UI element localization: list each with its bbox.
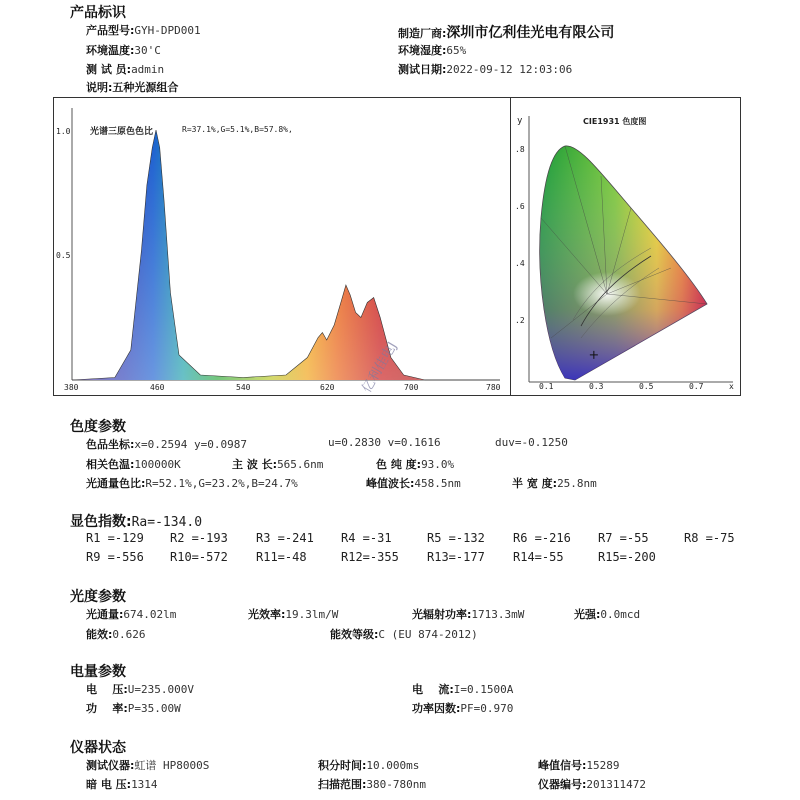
flux-value: 674.02lm bbox=[123, 608, 177, 621]
hw-value: 25.8nm bbox=[557, 477, 597, 490]
spectrum-area-shade bbox=[72, 130, 500, 380]
power-row bbox=[86, 700, 181, 716]
radiant-label: 光辐射功率: bbox=[412, 608, 472, 621]
cri-r11: R11=-48 bbox=[256, 550, 307, 564]
tester-label: 测 试 员: bbox=[86, 63, 132, 76]
date-row bbox=[398, 61, 572, 77]
voltage-value: U=235.000V bbox=[127, 683, 194, 696]
cri-heading-row bbox=[70, 511, 202, 531]
integ-label: 积分时间: bbox=[318, 759, 367, 772]
eff-row bbox=[86, 626, 146, 642]
voltage-row bbox=[86, 681, 194, 697]
coord-row bbox=[86, 436, 247, 452]
intensity-row bbox=[574, 606, 640, 622]
pf-label: 功率因数: bbox=[412, 702, 461, 715]
tester-value: admin bbox=[131, 63, 165, 76]
cri-r3: R3 =-241 bbox=[256, 531, 314, 545]
color-params-heading: 色度参数 bbox=[70, 419, 126, 435]
cie-panel bbox=[510, 97, 741, 396]
cri-r7: R7 =-55 bbox=[598, 531, 649, 545]
voltage-label: 电 压: bbox=[86, 683, 128, 696]
product-heading: 产品标识 bbox=[70, 5, 126, 21]
eff-value: 0.626 bbox=[112, 628, 146, 641]
radiant-row bbox=[412, 606, 524, 622]
spectrum-x-tick: 540 bbox=[236, 383, 251, 392]
cie-x-tick: 0.5 bbox=[639, 382, 654, 391]
manufacturer-row bbox=[398, 22, 614, 42]
intensity-value: 0.0mcd bbox=[600, 608, 641, 621]
spectrum-y-tick: 1.0 bbox=[56, 127, 71, 136]
device-row bbox=[86, 757, 209, 773]
watermark: 亿利佳电J bbox=[359, 339, 401, 396]
efficacy-label: 光效率: bbox=[248, 608, 286, 621]
current-value: I=0.1500A bbox=[453, 683, 514, 696]
grade-label: 能效等级: bbox=[330, 628, 379, 641]
spectrum-y-tick: 0.5 bbox=[56, 251, 71, 260]
range-row bbox=[318, 776, 426, 792]
power-label: 功 率: bbox=[86, 702, 128, 715]
humidity-value: 65% bbox=[446, 44, 467, 57]
current-label: 电 流: bbox=[412, 683, 454, 696]
serial-row bbox=[538, 776, 646, 792]
coord-value: x=0.2594 y=0.0987 bbox=[134, 438, 247, 451]
efficacy-value: 19.3lm/W bbox=[285, 608, 339, 621]
cri-r4: R4 =-31 bbox=[341, 531, 392, 545]
flux-row bbox=[86, 606, 176, 622]
cri-r6: R6 =-216 bbox=[513, 531, 571, 545]
integ-value: 10.000ms bbox=[366, 759, 420, 772]
duv-value: duv=-0.1250 bbox=[495, 436, 568, 449]
cri-r5: R5 =-132 bbox=[427, 531, 485, 545]
spectrum-chart bbox=[54, 98, 510, 395]
range-label: 扫描范围: bbox=[318, 778, 367, 791]
cie-diagram bbox=[511, 98, 740, 395]
dark-value: 1314 bbox=[131, 778, 158, 791]
manufacturer-value: 深圳市亿利佳光电有限公司 bbox=[446, 25, 615, 41]
spectrum-ratio: R=37.1%,G=5.1%,B=57.8%, bbox=[182, 125, 293, 134]
pf-row bbox=[412, 700, 513, 716]
coord-label: 色品坐标: bbox=[86, 438, 135, 451]
grade-value: C (EU 874-2012) bbox=[378, 628, 478, 641]
efficacy-row bbox=[248, 606, 338, 622]
cri-r15: R15=-200 bbox=[598, 550, 656, 564]
hw-label: 半 宽 度: bbox=[512, 477, 558, 490]
cie-title: CIE1931 色度图 bbox=[583, 117, 647, 126]
cri-r2: R2 =-193 bbox=[170, 531, 228, 545]
peak-value: 458.5nm bbox=[414, 477, 461, 490]
temp-value: 30'C bbox=[134, 44, 161, 57]
ra-value: Ra=-134.0 bbox=[131, 515, 203, 530]
electrical-heading: 电量参数 bbox=[70, 664, 126, 680]
instrument-heading: 仪器状态 bbox=[70, 740, 126, 756]
temp-row bbox=[86, 42, 161, 58]
cie-y-tick: .2 bbox=[515, 316, 525, 325]
peak-row bbox=[366, 475, 461, 491]
intensity-label: 光强: bbox=[574, 608, 601, 621]
purity-row bbox=[376, 456, 454, 472]
cri-heading: 显色指数: bbox=[70, 514, 132, 530]
cri-r14: R14=-55 bbox=[513, 550, 564, 564]
power-value: P=35.00W bbox=[127, 702, 181, 715]
dom-value: 565.6nm bbox=[277, 458, 324, 471]
peaksig-label: 峰值信号: bbox=[538, 759, 587, 772]
spectrum-x-tick: 380 bbox=[64, 383, 79, 392]
cct-row bbox=[86, 456, 181, 472]
cie-y-tick: .6 bbox=[515, 202, 525, 211]
dark-row bbox=[86, 776, 158, 792]
dom-label: 主 波 长: bbox=[232, 458, 278, 471]
cie-x-tick: 0.3 bbox=[589, 382, 604, 391]
cri-r13: R13=-177 bbox=[427, 550, 485, 564]
range-value: 380-780nm bbox=[366, 778, 427, 791]
hw-row bbox=[512, 475, 597, 491]
pf-value: PF=0.970 bbox=[460, 702, 514, 715]
humidity-label: 环境湿度: bbox=[398, 44, 447, 57]
cri-r9: R9 =-556 bbox=[86, 550, 144, 564]
serial-label: 仪器编号: bbox=[538, 778, 587, 791]
device-value: 虹谱 HP8000S bbox=[134, 759, 210, 772]
purity-label: 色 纯 度: bbox=[376, 458, 422, 471]
cct-value: 100000K bbox=[134, 458, 181, 471]
photometric-heading: 光度参数 bbox=[70, 589, 126, 605]
cri-r12: R12=-355 bbox=[341, 550, 399, 564]
cri-r8: R8 =-75 bbox=[684, 531, 735, 545]
radiant-value: 1713.3mW bbox=[471, 608, 525, 621]
ratio-row bbox=[86, 475, 298, 491]
date-value: 2022-09-12 12:03:06 bbox=[446, 63, 573, 76]
peak-label: 峰值波长: bbox=[366, 477, 415, 490]
cie-y-tick: .4 bbox=[515, 259, 525, 268]
grade-row bbox=[330, 626, 478, 642]
purity-value: 93.0% bbox=[421, 458, 455, 471]
spectrum-title: 光谱三原色色比 bbox=[90, 127, 154, 137]
model-value: GYH-DPD001 bbox=[134, 24, 201, 37]
uv-value: u=0.2830 v=0.1616 bbox=[328, 436, 441, 449]
serial-value: 201311472 bbox=[586, 778, 647, 791]
model-row bbox=[86, 22, 201, 38]
tester-row bbox=[86, 61, 164, 77]
cri-r1: R1 =-129 bbox=[86, 531, 144, 545]
spectrum-x-tick: 700 bbox=[404, 383, 419, 392]
temp-label: 环境温度: bbox=[86, 44, 135, 57]
ratio-value: R=52.1%,G=23.2%,B=24.7% bbox=[145, 477, 298, 490]
spectrum-x-tick: 460 bbox=[150, 383, 165, 392]
cie-x-label: x bbox=[729, 382, 734, 391]
cie-y-tick: .8 bbox=[515, 145, 525, 154]
dark-label: 暗 电 压: bbox=[86, 778, 132, 791]
cri-r10: R10=-572 bbox=[170, 550, 228, 564]
note-value: 五种光源组合 bbox=[112, 81, 179, 94]
dom-row bbox=[232, 456, 323, 472]
device-label: 测试仪器: bbox=[86, 759, 135, 772]
note-label: 说明: bbox=[86, 81, 113, 94]
flux-label: 光通量: bbox=[86, 608, 124, 621]
eff-label: 能效: bbox=[86, 628, 113, 641]
cie-x-tick: 0.1 bbox=[539, 382, 554, 391]
spectrum-x-tick: 620 bbox=[320, 383, 335, 392]
cie-x-tick: 0.7 bbox=[689, 382, 704, 391]
humidity-row bbox=[398, 42, 466, 58]
cie-y-label: y bbox=[517, 116, 523, 126]
cct-label: 相关色温: bbox=[86, 458, 135, 471]
date-label: 测试日期: bbox=[398, 63, 447, 76]
spectrum-x-tick: 780 bbox=[486, 383, 501, 392]
cie-gamut-shade bbox=[540, 146, 707, 380]
peaksig-row bbox=[538, 757, 620, 773]
current-row bbox=[412, 681, 513, 697]
model-label: 产品型号: bbox=[86, 24, 135, 37]
ratio-label: 光通量色比: bbox=[86, 477, 146, 490]
note-row bbox=[86, 79, 178, 95]
integ-row bbox=[318, 757, 419, 773]
peaksig-value: 15289 bbox=[586, 759, 620, 772]
manufacturer-label: 制造厂商: bbox=[398, 27, 447, 40]
spectrum-panel bbox=[53, 97, 511, 396]
